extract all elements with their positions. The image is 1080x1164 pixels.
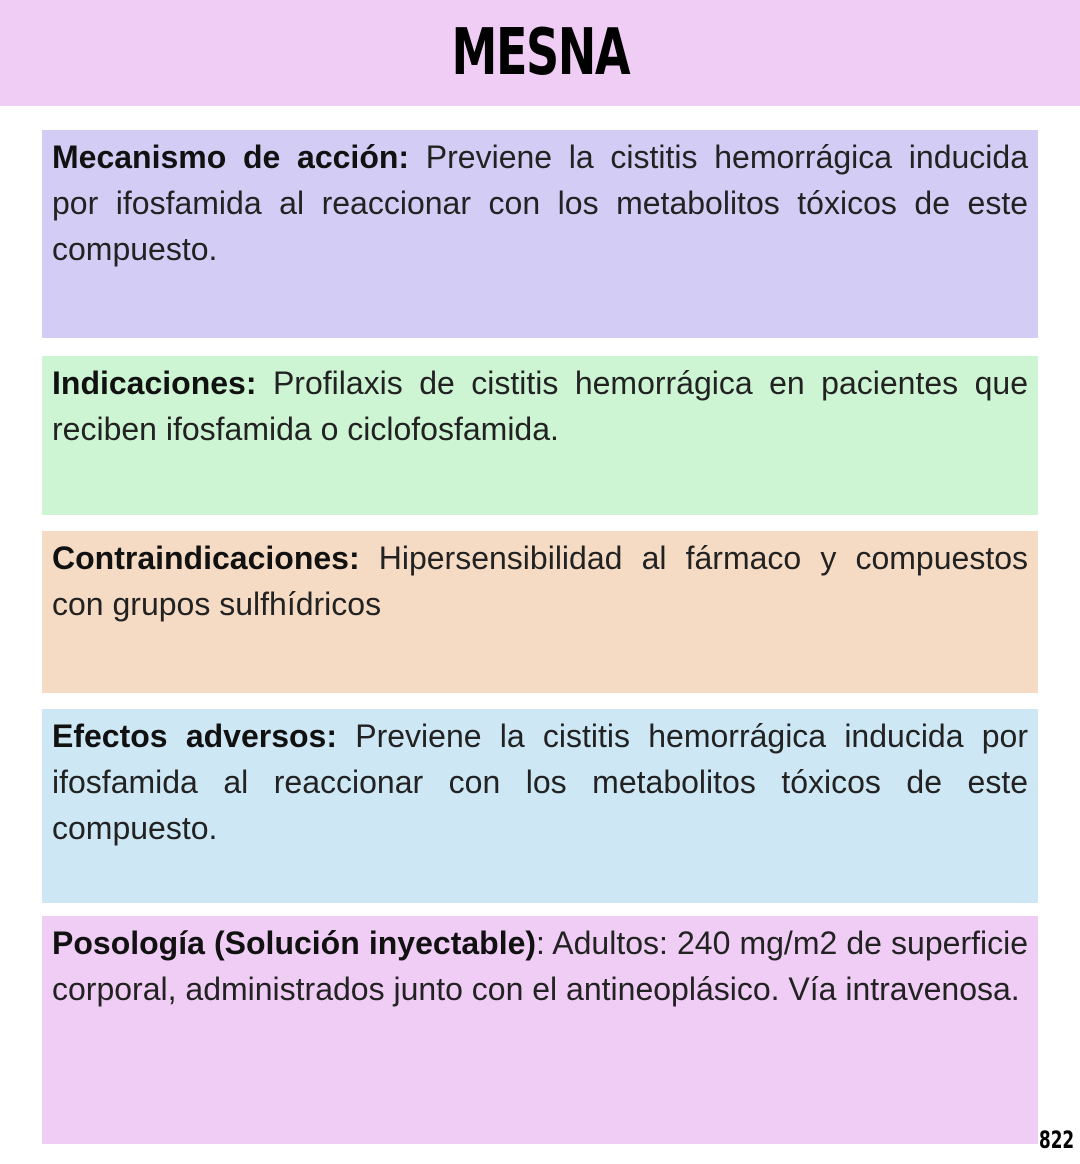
section-text: Previene la cistitis hemorrágica inducida por ifosfamida al reaccionar con los metabolitos tóxicos de este compuesto.	[52, 139, 1029, 267]
page-number: 822	[1038, 1126, 1074, 1154]
section-mecanismo	[42, 130, 1038, 338]
section-label: Posología (Solución inyectable)	[52, 925, 537, 961]
section-text: Hipersensibilidad al fármaco y compuestos con grupos sulfhídricos	[52, 540, 1028, 622]
header-banner	[0, 0, 1080, 106]
section-label: Mecanismo de acción:	[52, 139, 410, 175]
section-text: Previene la cistitis hemorrágica inducida por ifosfamida al reaccionar con los metabolitos tóxicos de este compuesto.	[52, 718, 1029, 846]
section-contraindicaciones	[42, 531, 1038, 693]
page-title: MESNA	[451, 16, 629, 90]
section-indicaciones	[42, 356, 1038, 515]
section-efectos-adversos	[42, 709, 1038, 903]
section-label: Contraindicaciones:	[52, 540, 360, 576]
section-posologia	[42, 916, 1038, 1144]
section-label: Efectos adversos:	[52, 718, 338, 754]
section-label: Indicaciones:	[52, 365, 257, 401]
section-text: : Adultos: 240 mg/m2 de superficie corporal, administrados junto con el antineoplásico. Vía intravenosa.	[52, 925, 1029, 1007]
section-text: Profilaxis de cistitis hemorrágica en pacientes que reciben ifosfamida o ciclofosfamida.	[52, 365, 1028, 447]
